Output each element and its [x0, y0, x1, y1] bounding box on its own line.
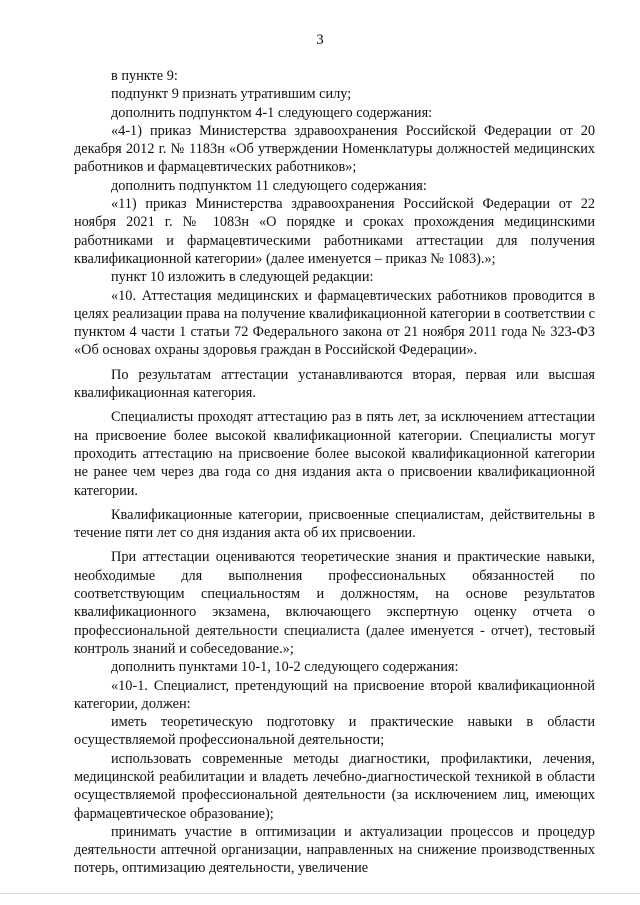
paragraph-assessment: При аттестации оцениваются теоретические знания и практические навыки, необходимые для выполнения профессиональных обязанностей по соответствующим специальностям и должностям, на основе результатов квалификационного экзамена, включающего экспертную оценку отчета о профессиональной деятельности специалиста (далее именуется - отчет), тестовый контроль знаний и собеседование.»;: [74, 549, 595, 657]
paragraph-add-11: дополнить подпунктом 11 следующего содержания:: [111, 177, 427, 194]
paragraph-validity: Квалификационные категории, присвоенные специалистам, действительны в течение пяти лет со дня издания акта об их присвоении.: [74, 506, 595, 542]
paragraph-point-10-edit: пункт 10 изложить в следующей редакции:: [111, 269, 374, 286]
paragraph-subpoint-11: «11) приказ Министерства здравоохранения Российской Федерации от 22 ноября 2021 г. № 1083н «О порядке и сроках прохождения медицинскими работниками и фармацевтическими работниками аттестации для получения квалификационной категории» (далее именуется – приказ № 1083).»;: [74, 196, 595, 267]
page-number: 3: [316, 32, 324, 48]
paragraph-subpoint-9-void: подпункт 9 признать утратившим силу;: [111, 86, 352, 103]
paragraph-point-9: в пункте 9:: [111, 68, 178, 84]
paragraph-point-10-1: «10-1. Специалист, претендующий на присвоение второй квалификационной категории, должен:: [74, 677, 595, 712]
scan-bottom-edge: [0, 893, 640, 894]
paragraph-add-10-1-10-2: дополнить пунктами 10-1, 10-2 следующего содержания:: [111, 659, 459, 676]
paragraph-theory: иметь теоретическую подготовку и практические навыки в области осуществляемой профессиональной деятельности;: [74, 714, 595, 749]
paragraph-add-4-1: дополнить подпунктом 4-1 следующего содержания:: [111, 104, 433, 121]
paragraph-methods: использовать современные методы диагностики, профилактики, лечения, медицинской реабилитации и владеть лечебно-диагностической техникой в области осуществляемой профессиональной деятельности (за исключением лиц, имеющих фармацевтическое образование);: [74, 750, 595, 822]
paragraph-optimization: принимать участие в оптимизации и актуализации процессов и процедур деятельности аптечной организации, направленных на снижение производственных потерь, оптимизацию деятельности, увеличение: [74, 823, 595, 877]
paragraph-subpoint-4-1: «4-1) приказ Министерства здравоохранения Российской Федерации от 20 декабря 2012 г. № 1183н «Об утверждении Номенклатуры должностей медицинских работников и фармацевтических работников»;: [74, 122, 595, 176]
paragraph-frequency: Специалисты проходят аттестацию раз в пять лет, за исключением аттестации на присвоение более высокой квалификационной категории. Специалисты могут проходить аттестацию на присвоение более высокой квалификационной категории не ранее чем через два года со дня издания акта о присвоении квалификационной категории.: [74, 409, 595, 499]
paragraph-categories: По результатам аттестации устанавливаются вторая, первая или высшая квалификационная категория.: [74, 366, 595, 402]
paragraph-point-10: «10. Аттестация медицинских и фармацевтических работников проводится в целях реализации права на получение квалификационной категории в соответствии с пунктом 4 части 1 статьи 72 Федерального закона от 21 ноября 2011 года № 323-ФЗ «Об основах охраны здоровья граждан в Российской Федерации».: [74, 287, 595, 359]
document-body: [74, 67, 595, 878]
